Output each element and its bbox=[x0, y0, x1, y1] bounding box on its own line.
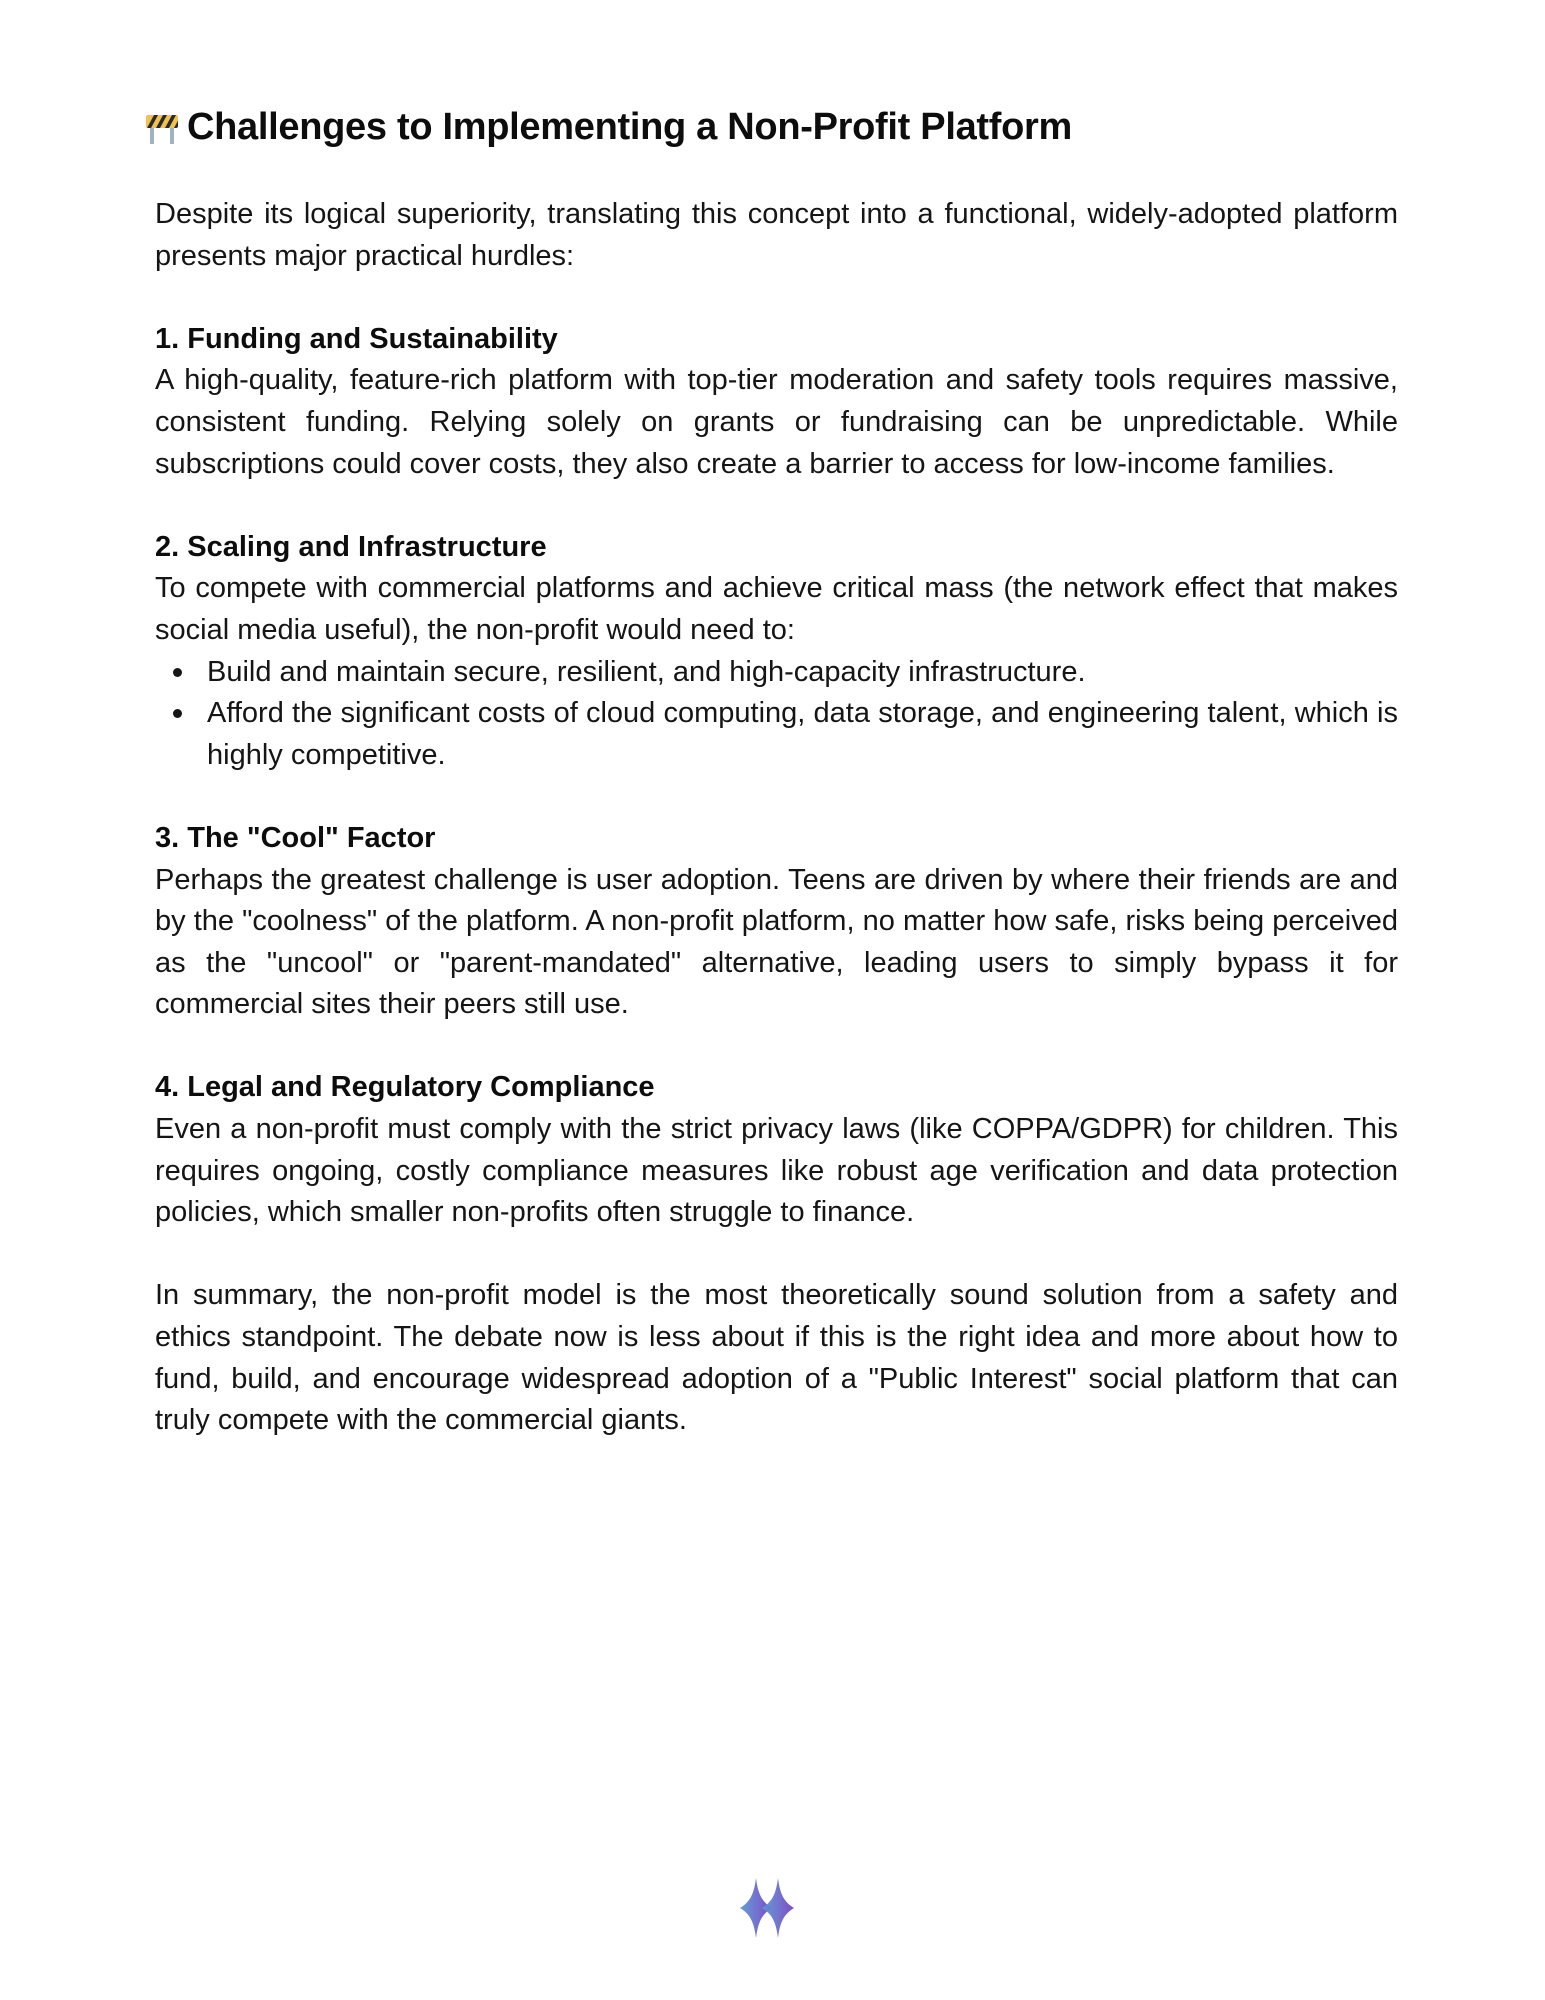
section-body: Even a non-profit must comply with the strict privacy laws (like COPPA/GDPR) for children. This requires ongoing, costly compliance measures like robust age verification and data protection policies, which smaller non-profits often struggle to finance. bbox=[155, 1113, 1398, 1229]
page-title bbox=[145, 106, 1072, 149]
section-cool-factor bbox=[155, 818, 1398, 1026]
section-body: A high-quality, feature-rich platform with top-tier moderation and safety tools requires massive, consistent funding. Relying solely on grants or fundraising can be unpredictable. While subscriptions could cover costs, they also create a barrier to access for low-income families. bbox=[155, 364, 1398, 480]
section-scaling bbox=[155, 527, 1398, 777]
sparkle-logo-icon bbox=[736, 1876, 800, 1940]
document-body bbox=[155, 194, 1398, 1442]
section-heading: 3. The "Cool" Factor bbox=[155, 821, 436, 854]
section-funding bbox=[155, 319, 1398, 485]
bullet-text: Build and maintain secure, resilient, and high-capacity infrastructure. bbox=[207, 655, 1086, 688]
summary-paragraph: In summary, the non-profit model is the most theoretically sound solution from a safety and ethics standpoint. The debate now is less about if this is the right idea and more about how to fund, build, and encourage widespread adoption of a "Public Interest" social platform that can truly compete with the commercial giants. bbox=[155, 1279, 1398, 1437]
bullet-list bbox=[155, 652, 1398, 777]
section-body: Perhaps the greatest challenge is user adoption. Teens are driven by where their friends are and by the "coolness" of the platform. A non-profit platform, no matter how safe, risks being perceived as the "uncool" or "parent-mandated" alternative, leading users to simply bypass it for commercial sites their peers still use. bbox=[155, 863, 1398, 1021]
bullet-text: Afford the significant costs of cloud computing, data storage, and engineering talent, which is highly competitive. bbox=[207, 697, 1398, 771]
bullet-item bbox=[155, 652, 1398, 694]
section-heading: 2. Scaling and Infrastructure bbox=[155, 530, 547, 563]
bullet-item bbox=[155, 693, 1398, 776]
section-body: To compete with commercial platforms and achieve critical mass (the network effect that makes social media useful), the non-profit would need to: bbox=[155, 572, 1398, 646]
construction-barrier-icon bbox=[145, 112, 179, 144]
bullet-icon bbox=[173, 668, 182, 677]
section-heading: 4. Legal and Regulatory Compliance bbox=[155, 1071, 655, 1104]
section-heading: 1. Funding and Sustainability bbox=[155, 322, 558, 355]
bullet-icon bbox=[173, 709, 182, 718]
intro-paragraph: Despite its logical superiority, translating this concept into a functional, widely-adopted platform presents major practical hurdles: bbox=[155, 198, 1398, 272]
page-title-text: Challenges to Implementing a Non-Profit Platform bbox=[187, 106, 1073, 148]
section-legal bbox=[155, 1067, 1398, 1233]
